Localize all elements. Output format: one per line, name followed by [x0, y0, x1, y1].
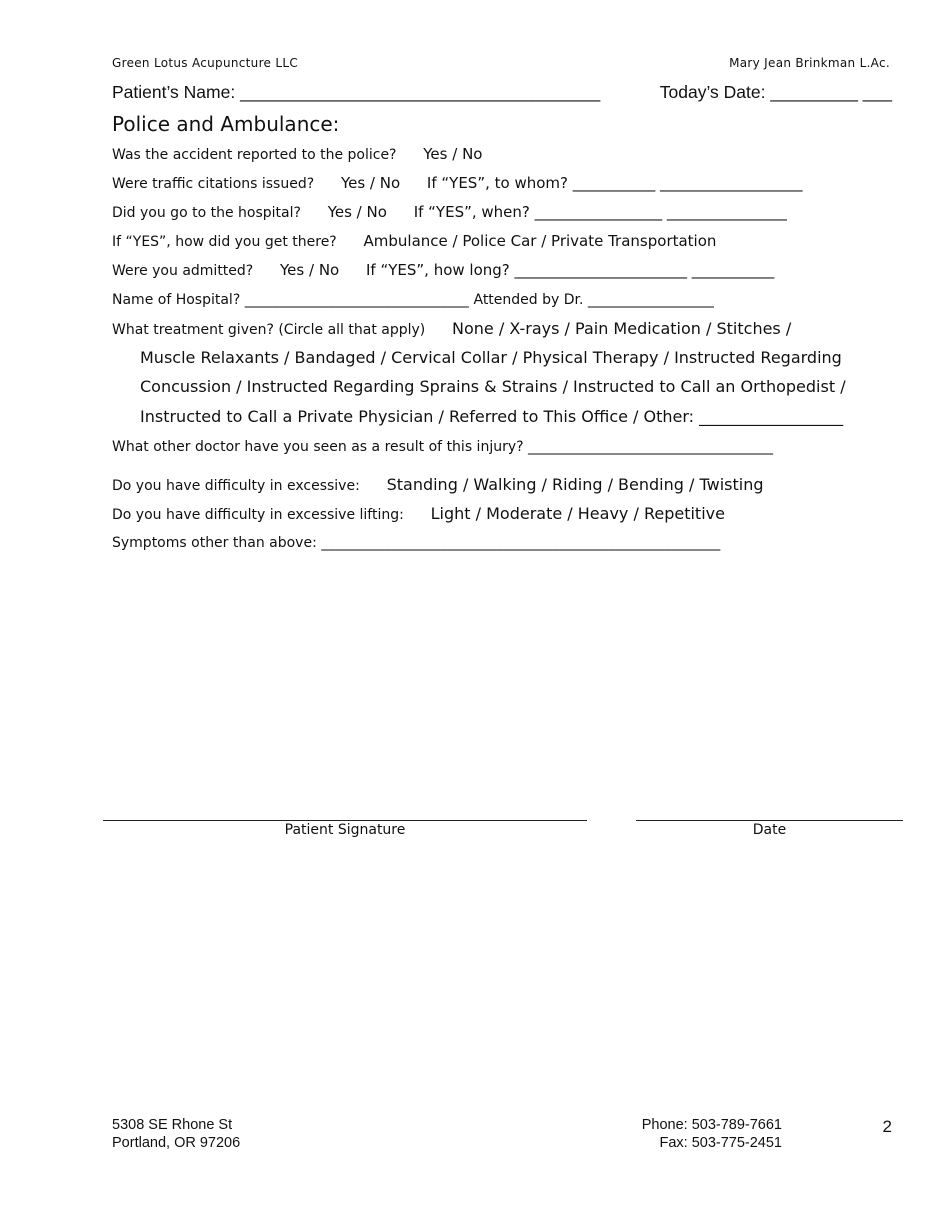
signature-date-line[interactable]: [636, 820, 903, 821]
question-label: Were you admitted?: [112, 263, 254, 279]
patient-signature-label: Patient Signature: [284, 822, 406, 838]
patient-info-line: [112, 82, 892, 103]
answer-options[interactable]: Standing / Walking / Riding / Bending / Twisting: [386, 475, 764, 494]
other-doctor-field[interactable]: What other doctor have you seen as a result of this injury? ___________________________________: [112, 439, 774, 455]
answer-options[interactable]: Light / Moderate / Heavy / Repetitive: [430, 504, 725, 523]
address-street: 5308 SE Rhone St: [112, 1117, 233, 1133]
answer-options[interactable]: Ambulance / Police Car / Private Transportation: [363, 232, 717, 250]
footer-address: [112, 1116, 240, 1152]
patient-signature-line[interactable]: [103, 820, 587, 821]
practitioner-name: Mary Jean Brinkman L.Ac.: [729, 56, 890, 70]
question-lifting: [112, 504, 725, 523]
question-label: Did you go to the hospital?: [112, 205, 301, 221]
question-label: What treatment given? (Circle all that apply): [112, 322, 426, 338]
question-label: If “YES”, how did you get there?: [112, 234, 337, 250]
question-admitted: [112, 261, 774, 279]
address-city: Portland, OR 97206: [112, 1135, 241, 1151]
question-label: Do you have difficulty in excessive lifting:: [112, 507, 404, 523]
followup-field[interactable]: If “YES”, how long? _______________________ ___________: [366, 261, 775, 279]
question-transport: [112, 232, 716, 250]
page-number: 2: [882, 1117, 892, 1136]
question-label: Do you have difficulty in excessive:: [112, 478, 360, 494]
signature-date-label: Date: [752, 822, 787, 838]
answer-options[interactable]: Yes / No: [340, 174, 401, 192]
answer-options[interactable]: Yes / No: [423, 145, 483, 163]
question-difficulty: [112, 475, 763, 494]
answer-options[interactable]: None / X-rays / Pain Medication / Stitches /: [452, 319, 792, 338]
todays-date-field[interactable]: Today’s Date: _________ ___: [659, 82, 892, 102]
section-title: Police and Ambulance:: [112, 112, 340, 136]
symptoms-field[interactable]: Symptoms other than above: _________________________________________________________: [112, 535, 721, 551]
followup-field[interactable]: If “YES”, to whom? ___________ ___________________: [426, 174, 803, 192]
question-label: Were traffic citations issued?: [112, 176, 315, 192]
question-treatment: [112, 319, 791, 338]
answer-options[interactable]: Yes / No: [280, 261, 340, 279]
footer-contact: [642, 1116, 782, 1152]
answer-options[interactable]: Yes / No: [327, 203, 387, 221]
fax-number: Fax: 503-775-2451: [659, 1135, 782, 1151]
phone-number: Phone: 503-789-7661: [641, 1117, 782, 1133]
practice-name: Green Lotus Acupuncture LLC: [112, 56, 299, 70]
question-hospital-name: [112, 290, 714, 308]
treatment-options-line-4[interactable]: Instructed to Call a Private Physician / Referred to This Office / Other: __________________: [140, 407, 844, 426]
question-symptoms: [112, 533, 720, 551]
question-label: Was the accident reported to the police?: [112, 147, 397, 163]
treatment-options-line-3[interactable]: Concussion / Instructed Regarding Sprains & Strains / Instructed to Call an Orthopedist /: [140, 377, 846, 396]
question-other-doctor: [112, 437, 773, 455]
patient-name-field[interactable]: Patient’s Name: _____________________________________: [112, 82, 601, 102]
question-hospital: [112, 203, 787, 221]
hospital-name-field[interactable]: Name of Hospital? ________________________________: [112, 292, 469, 308]
treatment-options-line-2[interactable]: Muscle Relaxants / Bandaged / Cervical Collar / Physical Therapy / Instructed Regarding: [140, 348, 842, 367]
question-police: [112, 145, 482, 163]
question-citations: [112, 174, 803, 192]
followup-field[interactable]: If “YES”, when? _________________ ________________: [413, 203, 787, 221]
attending-doctor-field[interactable]: Attended by Dr. __________________: [473, 292, 714, 308]
